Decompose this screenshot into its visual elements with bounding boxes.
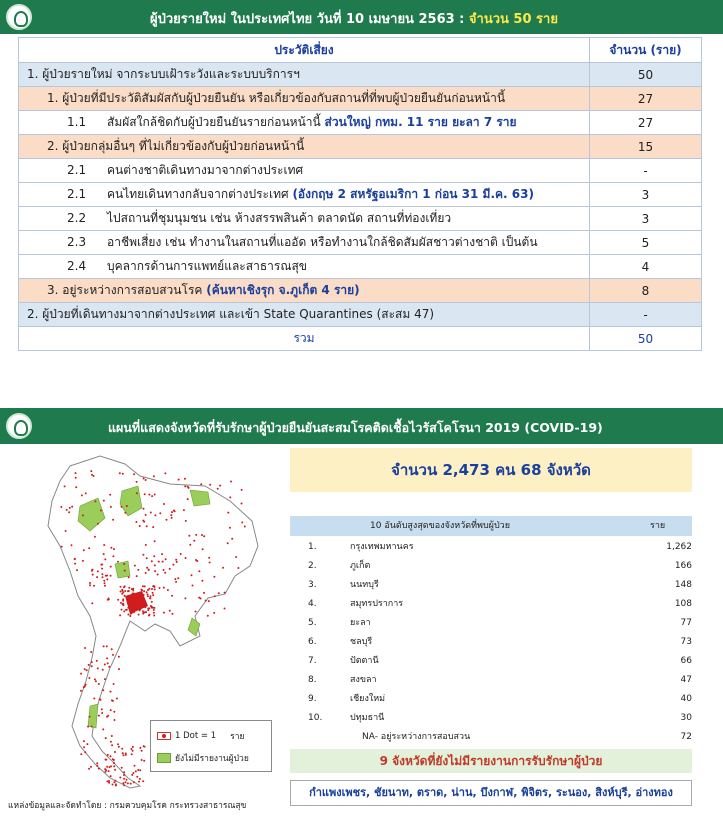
top10-title: 10 อันดับสูงสุดของจังหวัดที่พบผู้ป่วย [370, 521, 510, 531]
row-number: 2.2 [67, 211, 87, 225]
rank-number: 10. [308, 713, 323, 723]
case-count: 166 [674, 561, 692, 571]
table-row [19, 183, 702, 207]
case-count: 72 [680, 732, 692, 742]
table-row [19, 135, 702, 159]
row-label-cell [19, 111, 590, 135]
row-label-cell [19, 255, 590, 279]
legend-dot-label: ราย [230, 732, 245, 742]
row-value: 3 [590, 207, 702, 231]
row-value: 5 [590, 231, 702, 255]
row-value: 27 [590, 111, 702, 135]
province-name: สมุทรปราการ [350, 599, 404, 609]
risk-history-table [18, 37, 702, 351]
rank-number: 3. [308, 580, 317, 590]
table-row [19, 159, 702, 183]
case-count: 66 [680, 656, 692, 666]
list-item [290, 557, 692, 576]
case-count: 40 [680, 694, 692, 704]
province-map-panel [0, 408, 723, 821]
no-report-title: 9 จังหวัดที่ยังไม่มีรายงานการรับรักษาผู้ป่วย [290, 749, 692, 773]
rank-number: 1. [308, 542, 317, 552]
row-label-cell [19, 159, 590, 183]
table-row [19, 63, 702, 87]
dot-symbol-icon [157, 732, 171, 740]
province-name: ภูเก็ต [350, 561, 371, 571]
case-count: 1,262 [666, 542, 692, 552]
row-label: คนไทยเดินทางกลับจากต่างประเทศ [107, 187, 293, 201]
col-risk-header: ประวัติเสี่ยง [19, 38, 590, 63]
province-name: ปัตตานี [350, 656, 379, 666]
new-cases-panel [0, 0, 723, 385]
legend-green-row [157, 751, 249, 765]
province-name: ยะลา [350, 618, 371, 628]
table-row [19, 303, 702, 327]
province-name: ชลบุรี [350, 637, 373, 647]
rank-number: 5. [308, 618, 317, 628]
row-label: 3. อยู่ระหว่างการสอบสวนโรค [47, 283, 207, 297]
new-cases-title [150, 8, 558, 29]
row-value: - [590, 303, 702, 327]
list-item [290, 538, 692, 557]
total-row [19, 327, 702, 351]
list-item [290, 690, 692, 709]
province-name: สงขลา [350, 675, 377, 685]
rank-number: 7. [308, 656, 317, 666]
row-number: 2.3 [67, 235, 87, 249]
ministry-logo-icon [6, 4, 32, 30]
row-note: (ค้นหาเชิงรุก จ.ภูเก็ต 4 ราย) [206, 283, 360, 297]
case-count: 108 [674, 599, 692, 609]
summary-total: จำนวน 2,473 คน 68 จังหวัด [290, 448, 692, 492]
row-label: 2. ผู้ป่วยที่เดินทางมาจากต่างประเทศ และเข้า State Quarantines (สะสม 47) [19, 303, 590, 327]
row-number: 2.1 [67, 163, 87, 177]
province-name: ปทุมธานี [350, 713, 385, 723]
row-value: 4 [590, 255, 702, 279]
no-report-list: กำแพงเพชร, ชัยนาท, ตราด, น่าน, บึงกาฬ, พิจิตร, ระนอง, สิงห์บุรี, อ่างทอง [290, 780, 692, 806]
rank-number: 2. [308, 561, 317, 571]
rank-number: 9. [308, 694, 317, 704]
row-label-cell [19, 183, 590, 207]
rank-number: 6. [308, 637, 317, 647]
row-label: สัมผัสใกล้ชิดกับผู้ป่วยยืนยันรายก่อนหน้านี้ [107, 115, 325, 129]
new-cases-header [0, 0, 723, 34]
legend-dot-caption: 1 Dot = 1 [175, 731, 217, 741]
title-date: ผู้ป่วยรายใหม่ ในประเทศไทย วันที่ 10 เมษายน 2563 : [150, 12, 465, 27]
list-item [290, 671, 692, 690]
row-label-cell [19, 279, 590, 303]
list-item [290, 633, 692, 652]
rank-number: 8. [308, 675, 317, 685]
row-label: คนต่างชาติเดินทางมาจากต่างประเทศ [107, 163, 304, 177]
list-item [290, 576, 692, 595]
map-legend [150, 720, 272, 772]
case-count: 47 [680, 675, 692, 685]
col-count-header: จำนวน (ราย) [590, 38, 702, 63]
row-label-cell [19, 231, 590, 255]
table-row [19, 207, 702, 231]
map-header [0, 408, 723, 444]
case-count: 73 [680, 637, 692, 647]
no-case-province-phichit [115, 561, 130, 578]
list-item [290, 728, 692, 747]
row-value: 8 [590, 279, 702, 303]
row-value: 27 [590, 87, 702, 111]
top10-list [290, 538, 692, 747]
row-note: ส่วนใหญ่ กทม. 11 ราย ยะลา 7 ราย [324, 115, 517, 129]
row-label: บุคลากรด้านการแพทย์และสาธารณสุข [107, 259, 307, 273]
case-count: 77 [680, 618, 692, 628]
row-note: (อังกฤษ 2 สหรัฐอเมริกา 1 ก่อน 31 มี.ค. 63) [292, 187, 534, 201]
table-row [19, 279, 702, 303]
table-header-row [19, 38, 702, 63]
total-value: 50 [590, 327, 702, 351]
row-label: ไปสถานที่ชุมนุมชน เช่น ห้างสรรพสินค้า ตลาดนัด สถานที่ท่องเที่ยว [107, 211, 452, 225]
case-count: 148 [674, 580, 692, 590]
legend-green-label: ยังไม่มีรายงานผู้ป่วย [175, 754, 249, 764]
row-label: 1. ผู้ป่วยรายใหม่ จากระบบเฝ้าระวังและระบบบริการฯ [19, 63, 590, 87]
map-title: แผนที่แสดงจังหวัดที่รับรักษาผู้ป่วยยืนยันสะสมโรคติดเชื้อไวรัสโคโรนา 2019 (COVID-19) [108, 420, 603, 435]
row-number: 2.4 [67, 259, 87, 273]
province-name: นนทบุรี [350, 580, 379, 590]
table-row [19, 87, 702, 111]
row-label: อาชีพเสี่ยง เช่น ทำงานในสถานที่แออัด หรือทำงานใกล้ชิดสัมผัสชาวต่างชาติ เป็นต้น [107, 235, 538, 249]
province-name: เชียงใหม่ [350, 694, 386, 704]
list-item [290, 614, 692, 633]
row-label-cell [19, 207, 590, 231]
case-count: 30 [680, 713, 692, 723]
list-item [290, 709, 692, 728]
row-number: 2.1 [67, 187, 87, 201]
row-value: - [590, 159, 702, 183]
row-label: 1. ผู้ป่วยที่มีประวัติสัมผัสกับผู้ป่วยยืนยัน หรือเกี่ยวข้องกับสถานที่ที่พบผู้ป่วยยืนยันก่อนหน้านี้ [19, 87, 590, 111]
rank-number: 4. [308, 599, 317, 609]
table-row [19, 255, 702, 279]
row-label: 2. ผู้ป่วยกลุ่มอื่นๆ ที่ไม่เกี่ยวข้องกับผู้ป่วยก่อนหน้านี้ [19, 135, 590, 159]
province-name: NA- อยู่ระหว่างการสอบสวน [362, 732, 471, 742]
row-value: 50 [590, 63, 702, 87]
province-name: กรุงเทพมหานคร [350, 542, 414, 552]
list-item [290, 652, 692, 671]
title-count: จำนวน 50 ราย [464, 12, 558, 27]
no-case-swatch-icon [157, 753, 171, 763]
list-item [290, 595, 692, 614]
table-row [19, 231, 702, 255]
legend-dot-row [157, 729, 244, 743]
top10-header [290, 516, 692, 536]
top10-unit: ราย [650, 521, 666, 531]
row-number: 1.1 [67, 115, 87, 129]
row-value: 3 [590, 183, 702, 207]
ministry-logo-icon [6, 413, 32, 439]
total-label: รวม [19, 327, 590, 351]
row-value: 15 [590, 135, 702, 159]
table-row [19, 111, 702, 135]
data-source: แหล่งข้อมูลและจัดทำโดย : กรมควบคุมโรค กระทรวงสาธารณสุข [8, 801, 247, 811]
